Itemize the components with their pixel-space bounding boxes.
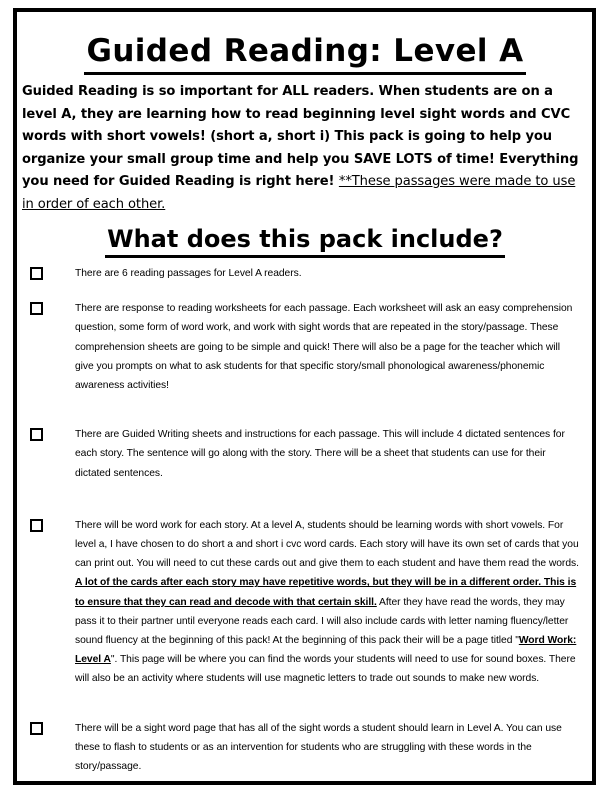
- intro-note-text: **These passages were made to use in order of each other.: [22, 174, 576, 212]
- list-item-label: There are response to reading worksheets for each passage. Each worksheet will ask an easy comprehension question, some form of word work, and work with sight words that are repeated in the story/passage. These comprehension sheets are going to be simple and quick! There will also be a page for the teacher which will give you prompts on what to ask students for that specific story/small phonological awareness/phonemic awareness activities!: [75, 303, 573, 392]
- checkbox-icon: [30, 722, 43, 735]
- section-heading: [22, 224, 588, 258]
- list-item: [22, 264, 588, 283]
- page-title-text: Guided Reading: Level A: [84, 32, 525, 75]
- list-item-text-part3: ". This page will be where you can find the words your students will need to use for sound boxes. There will also be an activity where students will use magnetic letters to trade out sounds to make new words.: [75, 654, 576, 685]
- list-item-emphasis-repetitive-words: A lot of the cards after each story may have repetitive words, but they will be in a different order. This is to ensure that they can read and decode with that certain skill.: [75, 577, 577, 608]
- checkbox-icon: [30, 302, 43, 315]
- list-item: [22, 719, 588, 777]
- list-item: [22, 516, 588, 689]
- intro-main-text: Guided Reading is so important for ALL readers. When students are on a level A, they are learning how to read beginning level sight words and CVC words with short vowels! (short a, short i) This pack is going to help you organize your small group time and help you SAVE LOTS of time! Everything you need for Guided Reading is right here!: [22, 84, 579, 189]
- list-item-label: There are Guided Writing sheets and instructions for each passage. This will include 4 dictated sentences for each story. The sentence will go along with the story. There will be a sheet that students can use for their dictated sentences.: [75, 429, 565, 479]
- document-content: [22, 16, 588, 776]
- list-item-emphasis-word-work-title: Word Work: Level A: [75, 635, 577, 666]
- list-item-label: There are 6 reading passages for Level A readers.: [75, 268, 302, 279]
- section-heading-text: What does this pack include?: [105, 224, 505, 258]
- list-item: [22, 299, 588, 395]
- list-item-label: [75, 516, 588, 689]
- checkbox-icon: [30, 267, 43, 280]
- checkbox-icon: [30, 519, 43, 532]
- list-item: [22, 425, 588, 483]
- list-item-text-part2: After they have read the words, they may pass it to their partner until everyone reads each card. I will also include cards with letter naming fluency/letter sound fluency at the beginning of this pack! At the beginning of this pack their will be a page titled ": [75, 596, 569, 647]
- list-item-text-part1: There will be word work for each story. At a level A, students should be learning words with short vowels. For level a, I have chosen to do short a and short i cvc word cards. Each story will have its own set of cards that you can print out. You will need to cut these cards out and give them to each student and have them read the words.: [75, 519, 579, 570]
- pack-contents-list: [22, 264, 588, 776]
- checkbox-icon: [30, 428, 43, 441]
- page-title: [22, 32, 588, 75]
- intro-paragraph: [22, 81, 588, 216]
- list-item-label: There will be a sight word page that has all of the sight words a student should learn in Level A. You can use these to flash to students or as an intervention for students who are struggling with these words in the story/passage.: [75, 722, 562, 773]
